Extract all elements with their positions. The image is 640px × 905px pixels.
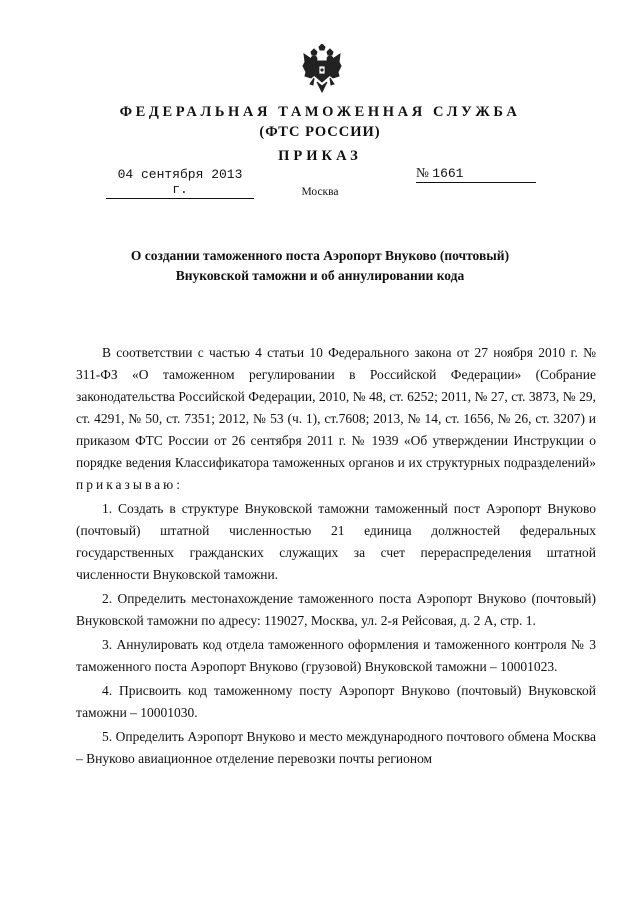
order-title-line-2: Внуковской таможни и об аннулировании кода xyxy=(175,268,465,283)
order-item-1: 1. Создать в структуре Внуковской таможни таможенный пост Аэропорт Внуково (почтовый) штатной численностью 21 единица должностей федеральных государственных гражданских служащих за счет перераспределения штатной численности Внуковской таможни. xyxy=(76,501,596,582)
order-number-prefix: № xyxy=(416,165,429,180)
order-number xyxy=(416,165,536,183)
preamble-paragraph xyxy=(76,342,596,496)
order-body xyxy=(76,342,596,770)
order-date: 04 сентября 2013 г. xyxy=(106,167,254,199)
preamble-text: В соответствии с частью 4 статьи 10 Федерального закона от 27 ноября 2010 г. № 311-ФЗ «О таможенном регулировании в Российской Федерации» (Собрание законодательства Российской Федерации, 2010, № 48, ст. 6252; 2011, № 27, ст. 3873, № 29, ст. 4291, № 50, ст. 7351; 2012, № 53 (ч. 1), ст.7608; 2013, № 14, ст. 1656, № 26, ст. 3207) и приказом ФТС России от 26 сентября 2011 г. № 1939 «Об утверждении Инструкции о порядке ведения Классификатора таможенных органов и их структурных подразделений» xyxy=(76,345,596,470)
agency-short-name: (ФТС РОССИИ) xyxy=(259,124,381,140)
order-number-value: 1661 xyxy=(432,166,464,181)
order-title xyxy=(80,246,560,286)
order-title-line-1: О создании таможенного поста Аэропорт Внуково (почтовый) xyxy=(130,248,510,263)
order-city: Москва xyxy=(301,186,339,198)
double-headed-eagle-emblem-icon xyxy=(302,44,342,96)
order-item-5: 5. Определить Аэропорт Внуково и место международного почтового обмена Москва – Внуково авиационное отделение перевозки почты регионом xyxy=(76,729,596,766)
order-item-4: 4. Присвоить код таможенному посту Аэропорт Внуково (почтовый) Внуковской таможни – 10001030. xyxy=(76,683,596,720)
document-type: ПРИКАЗ xyxy=(278,148,362,164)
order-word: приказываю: xyxy=(76,477,183,492)
agency-name: ФЕДЕРАЛЬНАЯ ТАМОЖЕННАЯ СЛУЖБА xyxy=(119,104,521,120)
order-item-3: 3. Аннулировать код отдела таможенного оформления и таможенного контроля № 3 таможенного поста Аэропорт Внуково (грузовой) Внуковской таможни – 10001023. xyxy=(76,637,596,674)
order-item-2: 2. Определить местонахождение таможенного поста Аэропорт Внуково (почтовый) Внуковской таможни по адресу: 119027, Москва, ул. 2-я Рейсовая, д. 2 А, стр. 1. xyxy=(76,591,596,628)
